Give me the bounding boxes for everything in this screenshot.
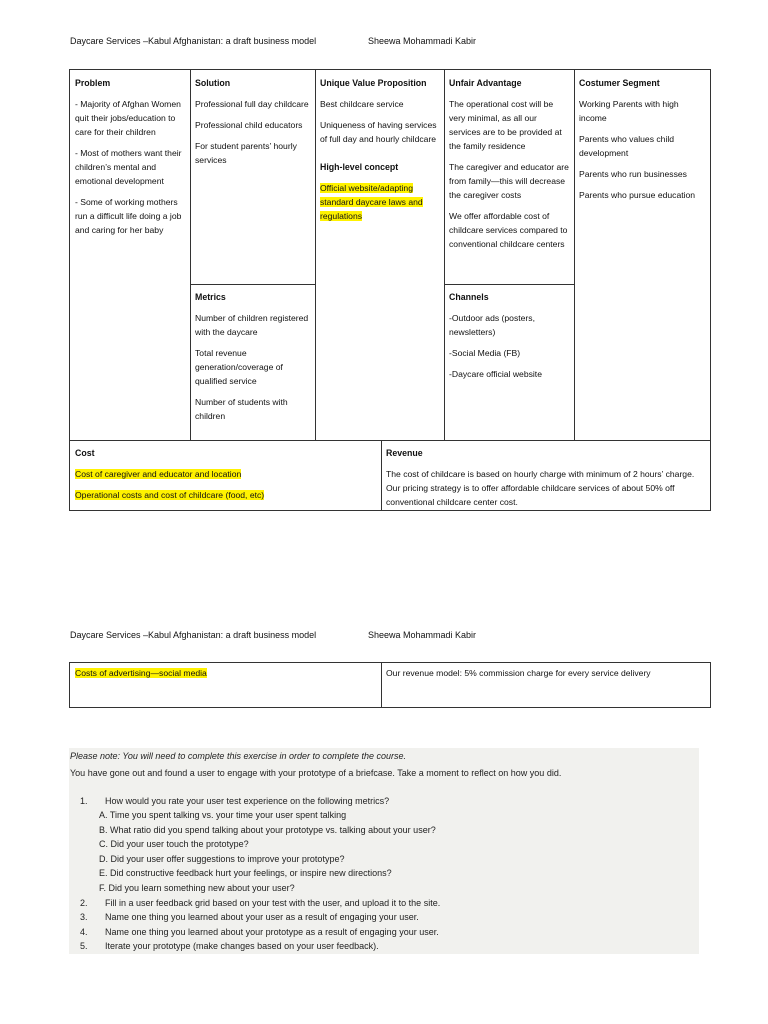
note-intro: You have gone out and found a user to engage with your prototype of a briefcase. Take a moment to reflect on how you did. [70,768,562,778]
problem-item: - Some of working mothers run a difficult life doing a job and caring for her baby [75,197,182,235]
document-author: Sheewa Mohammadi Kabir [368,630,477,640]
sub-question: D. Did your user offer suggestions to improve your prototype? [99,854,345,864]
cost-cell [70,440,381,510]
uvp-heading: Unique Value Proposition [320,78,427,88]
channels-item: -Social Media (FB) [449,348,521,358]
question-number: 1. [80,796,88,806]
question-text: Iterate your prototype (make changes based on your user feedback). [105,941,379,951]
question-number: 3. [80,912,88,922]
continuation-cost-text: Costs of advertising—social media [75,668,207,678]
metrics-item: Number of children registered with the daycare [195,313,309,337]
exercise-note [69,748,699,954]
uvp-item: Uniqueness of having services of full day and hourly childcare [320,120,437,144]
revenue-heading: Revenue [386,448,423,458]
customer-segment-item: Working Parents with high income [579,99,679,123]
unfair-advantage-item: The operational cost will be very minimal, as all our services are to be provided at the family residence [449,99,562,151]
question-text: Name one thing you learned about your prototype as a result of engaging your user. [105,927,439,937]
document-header [70,36,477,46]
continuation-cost-cell [70,663,381,680]
document-header [70,630,477,640]
solution-item: For student parents’ hourly services [195,141,297,165]
question-number: 5. [80,941,88,951]
sub-question: F. Did you learn something new about your user? [99,883,295,893]
continuation-revenue-cell [381,663,710,680]
metrics-item: Total revenue generation/coverage of qualified service [195,348,283,386]
revenue-cell [381,440,710,510]
metrics-item: Number of students with children [195,397,288,421]
solution-cell [190,70,315,284]
channels-item: -Outdoor ads (posters, newsletters) [449,313,535,337]
channels-item: -Daycare official website [449,369,542,379]
unfair-advantage-item: The caregiver and educator are from family—this will decrease the caregiver costs [449,162,569,200]
high-level-concept-text: Official website/adapting standard daycare laws and regulations [320,183,423,221]
unfair-advantage-cell [444,70,574,284]
question-text: Fill in a user feedback grid based on your test with the user, and upload it to the site. [105,898,441,908]
note-italic: Please note: You will need to complete this exercise in order to complete the course. [70,751,407,761]
continuation-revenue-text: Our revenue model: 5% commission charge for every service delivery [386,668,651,678]
metrics-heading: Metrics [195,292,226,302]
problem-item: - Majority of Afghan Women quit their jobs/education to care for their children [75,99,181,137]
solution-item: Professional full day childcare [195,99,309,109]
document-title: Daycare Services –Kabul Afghanistan: a draft business model [70,36,317,46]
metrics-cell [190,284,315,440]
channels-cell [444,284,574,440]
revenue-text: The cost of childcare is based on hourly charge with minimum of 2 hours’ charge. Our pricing strategy is to offer affordable childcare services of about 50% off conventional childcare center cost. [386,469,695,507]
sub-question: B. What ratio did you spend talking about your prototype vs. talking about your user? [99,825,436,835]
sub-question: E. Did constructive feedback hurt your feelings, or inspire new directions? [99,868,392,878]
document-author: Sheewa Mohammadi Kabir [368,36,477,46]
unfair-advantage-item: We offer affordable cost of childcare services compared to conventional childcare centers [449,211,568,249]
customer-segment-cell [574,70,710,440]
question-text: Name one thing you learned about your user as a result of engaging your user. [105,912,419,922]
question-number: 4. [80,927,88,937]
high-level-concept-heading: High-level concept [320,162,399,172]
solution-heading: Solution [195,78,231,88]
problem-heading: Problem [75,78,111,88]
uvp-cell [315,70,444,440]
continuation-table [69,662,711,708]
sub-question: A. Time you spent talking vs. your time your user spent talking [99,810,347,820]
uvp-item: Best childcare service [320,99,404,109]
question-text: How would you rate your user test experience on the following metrics? [105,796,390,806]
channels-heading: Channels [449,292,489,302]
cost-item: Cost of caregiver and educator and location [75,469,242,479]
solution-item: Professional child educators [195,120,303,130]
customer-segment-item: Parents who pursue education [579,190,696,200]
problem-item: - Most of mothers want their children’s mental and emotional development [75,148,182,186]
cost-item: Operational costs and cost of childcare (food, etc) [75,490,265,500]
lean-canvas [69,69,711,511]
customer-segment-item: Parents who values child development [579,134,675,158]
customer-segment-item: Parents who run businesses [579,169,687,179]
document-title: Daycare Services –Kabul Afghanistan: a draft business model [70,630,317,640]
unfair-advantage-heading: Unfair Advantage [449,78,522,88]
question-number: 2. [80,898,88,908]
problem-cell [70,70,190,440]
cost-heading: Cost [75,448,95,458]
customer-segment-heading: Costumer Segment [579,78,660,88]
sub-question: C. Did your user touch the prototype? [99,839,249,849]
